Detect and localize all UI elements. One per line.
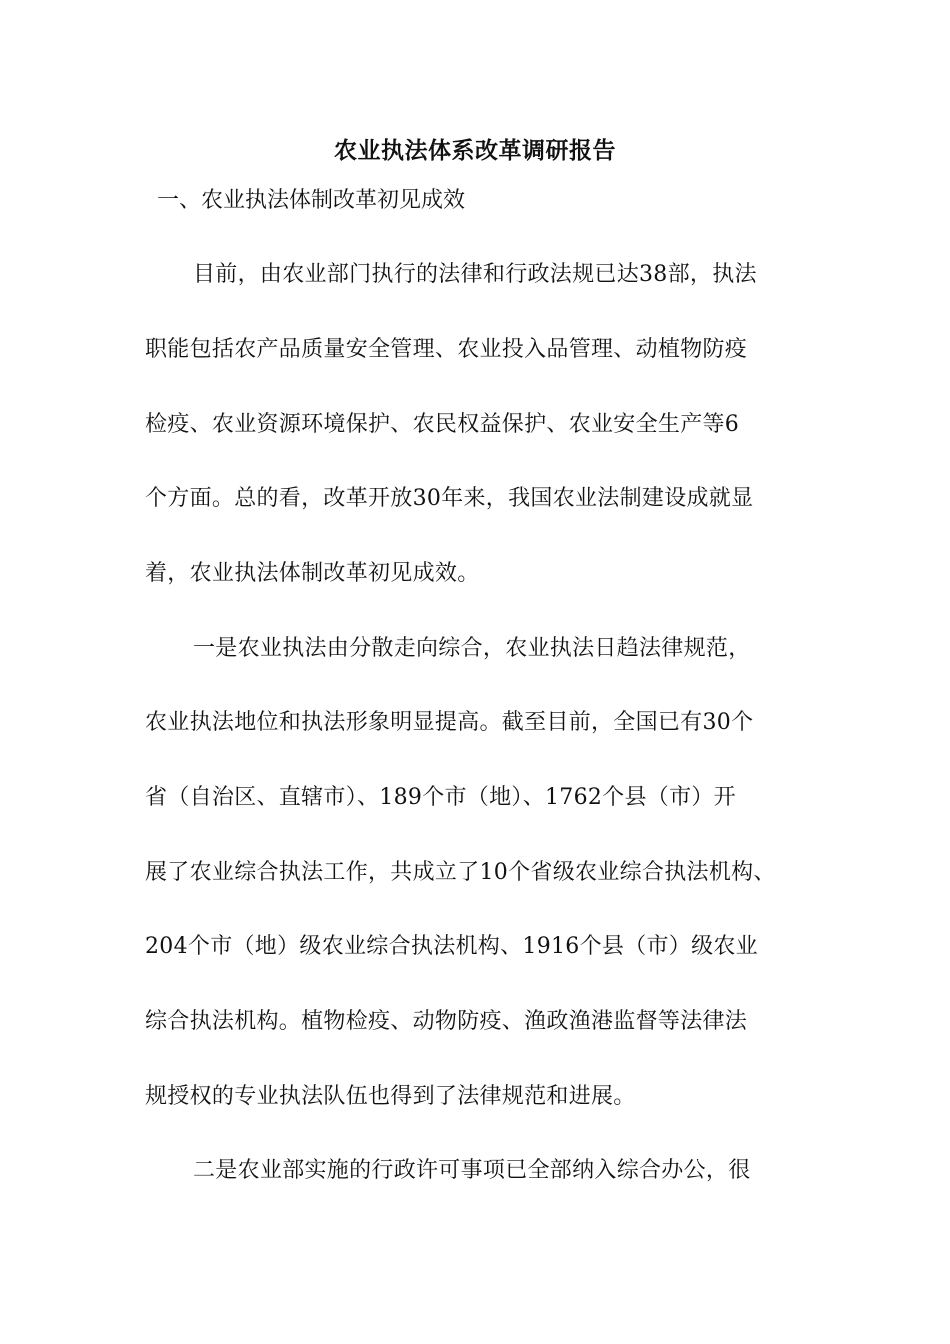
paragraph-3-line-1: 二是农业部实施的行政许可事项已全部纳入综合办公，很: [193, 1158, 751, 1183]
paragraph-1-line-3: 检疫、农业资源环境保护、农民权益保护、农业安全生产等6: [145, 412, 740, 437]
paragraph-2-line-6: 综合执法机构。植物检疫、动物防疫、渔政渔港监督等法律法: [145, 1009, 748, 1034]
document-title: 农业执法体系改革调研报告: [334, 137, 616, 164]
section-heading: 一、农业执法体制改革初见成效: [157, 188, 466, 213]
paragraph-1-line-5: 着，农业执法体制改革初见成效。: [145, 561, 480, 586]
paragraph-2-line-3: 省（自治区、直辖市）、189个市（地）、1762个县（市）开: [145, 785, 736, 810]
paragraph-1-line-4: 个方面。总的看，改革开放30年来，我国农业法制建设成就显: [145, 486, 754, 511]
paragraph-2-line-5: 204个市（地）级农业综合执法机构、1916个县（市）级农业: [145, 934, 758, 959]
paragraph-2-line-2: 农业执法地位和执法形象明显提高。截至目前，全国已有30个: [145, 710, 754, 735]
paragraph-2-line-4: 展了农业综合执法工作，共成立了10个省级农业综合执法机构、: [145, 860, 776, 885]
paragraph-2-line-7: 规授权的专业执法队伍也得到了法律规范和进展。: [145, 1084, 636, 1109]
paragraph-1-line-2: 职能包括农产品质量安全管理、农业投入品管理、动植物防疫: [145, 337, 748, 362]
paragraph-1-line-1: 目前，由农业部门执行的法律和行政法规已达38部，执法: [193, 262, 757, 287]
paragraph-2-line-1: 一是农业执法由分散走向综合，农业执法日趋法律规范，: [193, 636, 751, 661]
